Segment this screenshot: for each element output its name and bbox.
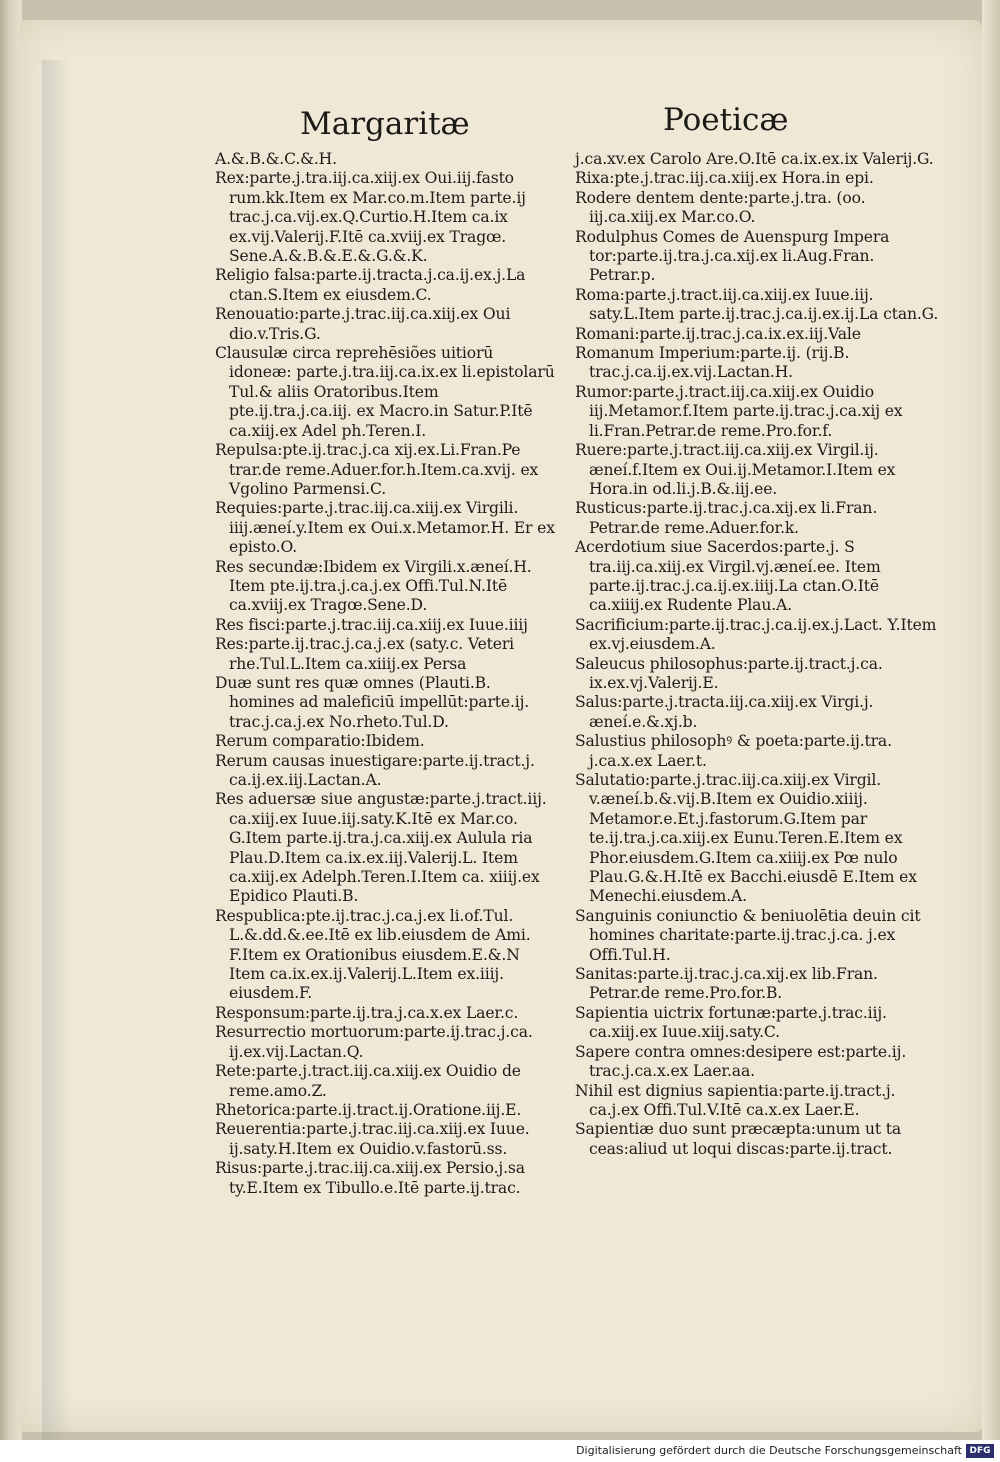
index-entry: Rumor:parte.j.tract.iij.ca.xiij.ex Ouidio iij.Metamor.f.Item parte.ij.trac.j.ca.xij ex li.Fran.Petrar.de reme.Pro.for.f. [575,382,903,440]
page-right-edge [982,0,1000,1440]
index-entry: Roma:parte.j.tract.iij.ca.xiij.ex Iuue.iij. saty.L.Item parte.ij.trac.j.ca.ij.ex.ij.La ctan.G. [575,285,939,324]
index-entry: Salustius philosophꝰ & poeta:parte.ij.tra. j.ca.x.ex Laer.t. [575,732,892,770]
left-column [215,150,555,1198]
index-entry: Rerum causas inuestigare:parte.ij.tract.j. ca.ij.ex.iij.Lactan.A. [215,751,535,789]
index-entry: Sapere contra omnes:desipere est:parte.ij. trac.j.ca.x.ex Laer.aa. [575,1042,907,1081]
index-entry: Duæ sunt res quæ omnes (Plauti.B. homines ad maleficiū impellūt:parte.ij. trac.j.ca.j.ex No.rheto.Tul.D. [215,673,530,731]
index-entry: Res fisci:parte.j.trac.iij.ca.xiij.ex Iuue.iiij [215,615,528,634]
running-title-left: Margaritæ [300,106,470,142]
index-entry: Resurrectio mortuorum:parte.ij.trac.j.ca. ij.ex.vij.Lactan.Q. [215,1023,533,1061]
index-entry: Rete:parte.j.tract.iij.ca.xiij.ex Ouidio de reme.amo.Z. [215,1062,521,1100]
binding-stain [42,60,72,1440]
index-entry: Nihil est dignius sapientia:parte.ij.tract.j. ca.j.ex Offi.Tul.V.Itē ca.x.ex Laer.E. [575,1081,896,1119]
index-entry: Romani:parte.ij.trac.j.ca.ix.ex.iij.Vale [575,324,861,343]
index-entry: Sapientia uictrix fortunæ:parte.j.trac.iij. ca.xiij.ex Iuue.xiij.saty.C. [575,1003,887,1042]
index-entry: Risus:parte.j.trac.iij.ca.xiij.ex Persio.j.sa ty.E.Item ex Tibullo.e.Itē parte.ij.trac. [215,1159,525,1197]
index-entry: Salus:parte.j.tracta.iij.ca.xiij.ex Virgi.j. æneí.e.&.xj.b. [575,693,874,731]
index-entry: Sanguinis coniunctio & beniuolētia deuin cit homines charitate:parte.ij.trac.j.ca. j.ex Offi.Tul.H. [575,906,921,964]
index-entry: Rusticus:parte.ij.trac.j.ca.xij.ex li.Fran. Petrar.de reme.Aduer.for.k. [575,499,878,537]
index-entry: Sanitas:parte.ij.trac.j.ca.xij.ex lib.Fran. Petrar.de reme.Pro.for.B. [575,965,878,1003]
index-entry: Reuerentia:parte.j.trac.iij.ca.xiij.ex Iuue. ij.saty.H.Item ex Ouidio.v.fastorū.ss. [215,1120,530,1158]
index-entry: Rhetorica:parte.ij.tract.ij.Oratione.iij.E. [215,1100,522,1119]
index-entry: Res aduersæ siue angustæ:parte.j.tract.iij. ca.xiij.ex Iuue.iij.saty.K.Itē ex Mar.co. G.Item parte.ij.tra.j.ca.xiij.ex Aulula ria Plau.D.Item ca.ix.ex.iij.Valerij.L. Item ca.xiij.ex Adelph.Teren.I.Item ca. xiiij.ex Epidico Plauti.B. [215,790,547,906]
index-entry: Res secundæ:Ibidem ex Virgili.x.æneí.H. Item pte.ij.tra.j.ca.j.ex Offi.Tul.N.Itē ca.xviij.ex Tragœ.Sene.D. [215,557,532,615]
page-header [20,102,982,146]
index-entry: Respublica:pte.ij.trac.j.ca.j.ex li.of.Tul. L.&.dd.&.ee.Itē ex lib.eiusdem de Ami. F.Item ex Orationibus eiusdem.E.&.N Item ca.ix.ex.ij.Valerij.L.Item ex.iiij. eiusdem.F. [215,906,531,1003]
index-entry: Rodere dentem dente:parte.j.tra. (oo. iij.ca.xiij.ex Mar.co.O. [575,188,866,227]
dfg-logo: DFG [966,1444,994,1458]
index-entry: Romanum Imperium:parte.ij. (rij.B. trac.j.ca.ij.ex.vij.Lactan.H. [575,344,850,382]
index-entry: Repulsa:pte.ij.trac.j.ca xij.ex.Li.Fran.Pe trar.de reme.Aduer.for.h.Item.ca.xvij. ex Vgolino Parmensi.C. [215,441,539,498]
index-entry: Renouatio:parte.j.trac.iij.ca.xiij.ex Oui dio.v.Tris.G. [215,305,511,343]
index-entry: Rerum comparatio:Ibidem. [215,732,425,751]
index-entry: Res:parte.ij.trac.j.ca.j.ex (saty.c. Veteri rhe.Tul.L.Item ca.xiiij.ex Persa [215,635,514,673]
index-entry: j.ca.xv.ex Carolo Are.O.Itē ca.ix.ex.ix Valerij.G. [575,150,934,168]
index-entry: A.&.B.&.C.&.H. [215,150,337,168]
running-title-right: Poeticæ [663,102,789,138]
index-entry: Rodulphus Comes de Auenspurg Impera tor:parte.ij.tra.j.ca.xij.ex li.Aug.Fran. Petrar.p. [575,227,890,285]
right-column [575,150,945,1159]
index-entry: Salutatio:parte.j.trac.iij.ca.xiij.ex Virgil. v.æneí.b.&.vij.B.Item ex Ouidio.xiiij. Metamor.e.Et.j.fastorum.G.Item par te.ij.tra.j.ca.xiij.ex Eunu.Teren.E.Item ex Phor.eiusdem.G.Item ca.xiiij.ex Pœ nulo Plau.G.&.H.Itē ex Bacchi.eiusdē E.Item ex Menechi.eiusdem.A. [575,771,917,906]
book-edge [0,0,22,1440]
index-entry: Ruere:parte.j.tract.iij.ca.xiij.ex Virgil.ij. æneí.f.Item ex Oui.ij.Metamor.I.Item ex Hora.in od.li.j.B.&.iij.ee. [575,441,896,498]
index-entry: Requies:parte.j.trac.iij.ca.xiij.ex Virgili. iiij.æneí.y.Item ex Oui.x.Metamor.H. Er ex episto.O. [215,499,555,557]
funding-credit: Digitalisierung gefördert durch die Deutsche Forschungsgemeinschaft [576,1444,962,1457]
index-entry: Clausulæ circa reprehēsiões uitiorū idoneæ: parte.j.tra.iij.ca.ix.ex li.epistolarū Tul.& aliis Oratoribus.Item pte.ij.tra.j.ca.iij. ex Macro.in Satur.P.Itē ca.xiij.ex Adel ph.Teren.I. [215,344,555,440]
footer-bar [0,1440,1000,1462]
index-entry: Sacrificium:parte.ij.trac.j.ca.ij.ex.j.Lact. Y.Item ex.vj.eiusdem.A. [575,615,937,654]
index-entry: Sapientiæ duo sunt præcæpta:unum ut ta ceas:aliud ut loqui discas:parte.ij.tract. [575,1120,902,1158]
index-entry: Religio falsa:parte.ij.tracta.j.ca.ij.ex.j.La ctan.S.Item ex eiusdem.C. [215,266,526,304]
index-entry: Responsum:parte.ij.tra.j.ca.x.ex Laer.c. [215,1003,519,1022]
index-entry: Saleucus philosophus:parte.ij.tract.j.ca. ix.ex.vj.Valerij.E. [575,654,883,692]
index-entry: Rixa:pte.j.trac.iij.ca.xiij.ex Hora.in epi. [575,169,874,188]
index-entry: Acerdotium siue Sacerdos:parte.j. S tra.iij.ca.xiij.ex Virgil.vj.æneí.ee. Item parte.ij.trac.j.ca.ij.ex.iiij.La ctan.O.Itē ca.xiiij.ex Rudente Plau.A. [575,538,881,615]
book-page [20,20,982,1432]
index-entry: Rex:parte.j.tra.iij.ca.xiij.ex Oui.iij.fasto rum.kk.Item ex Mar.co.m.Item parte.ij trac.j.ca.vij.ex.Q.Curtio.H.Item ca.ix ex.vij.Valerij.F.Itē ca.xviij.ex Tragœ. Sene.A.&.B.&.E.&.G.&.K. [215,169,526,266]
